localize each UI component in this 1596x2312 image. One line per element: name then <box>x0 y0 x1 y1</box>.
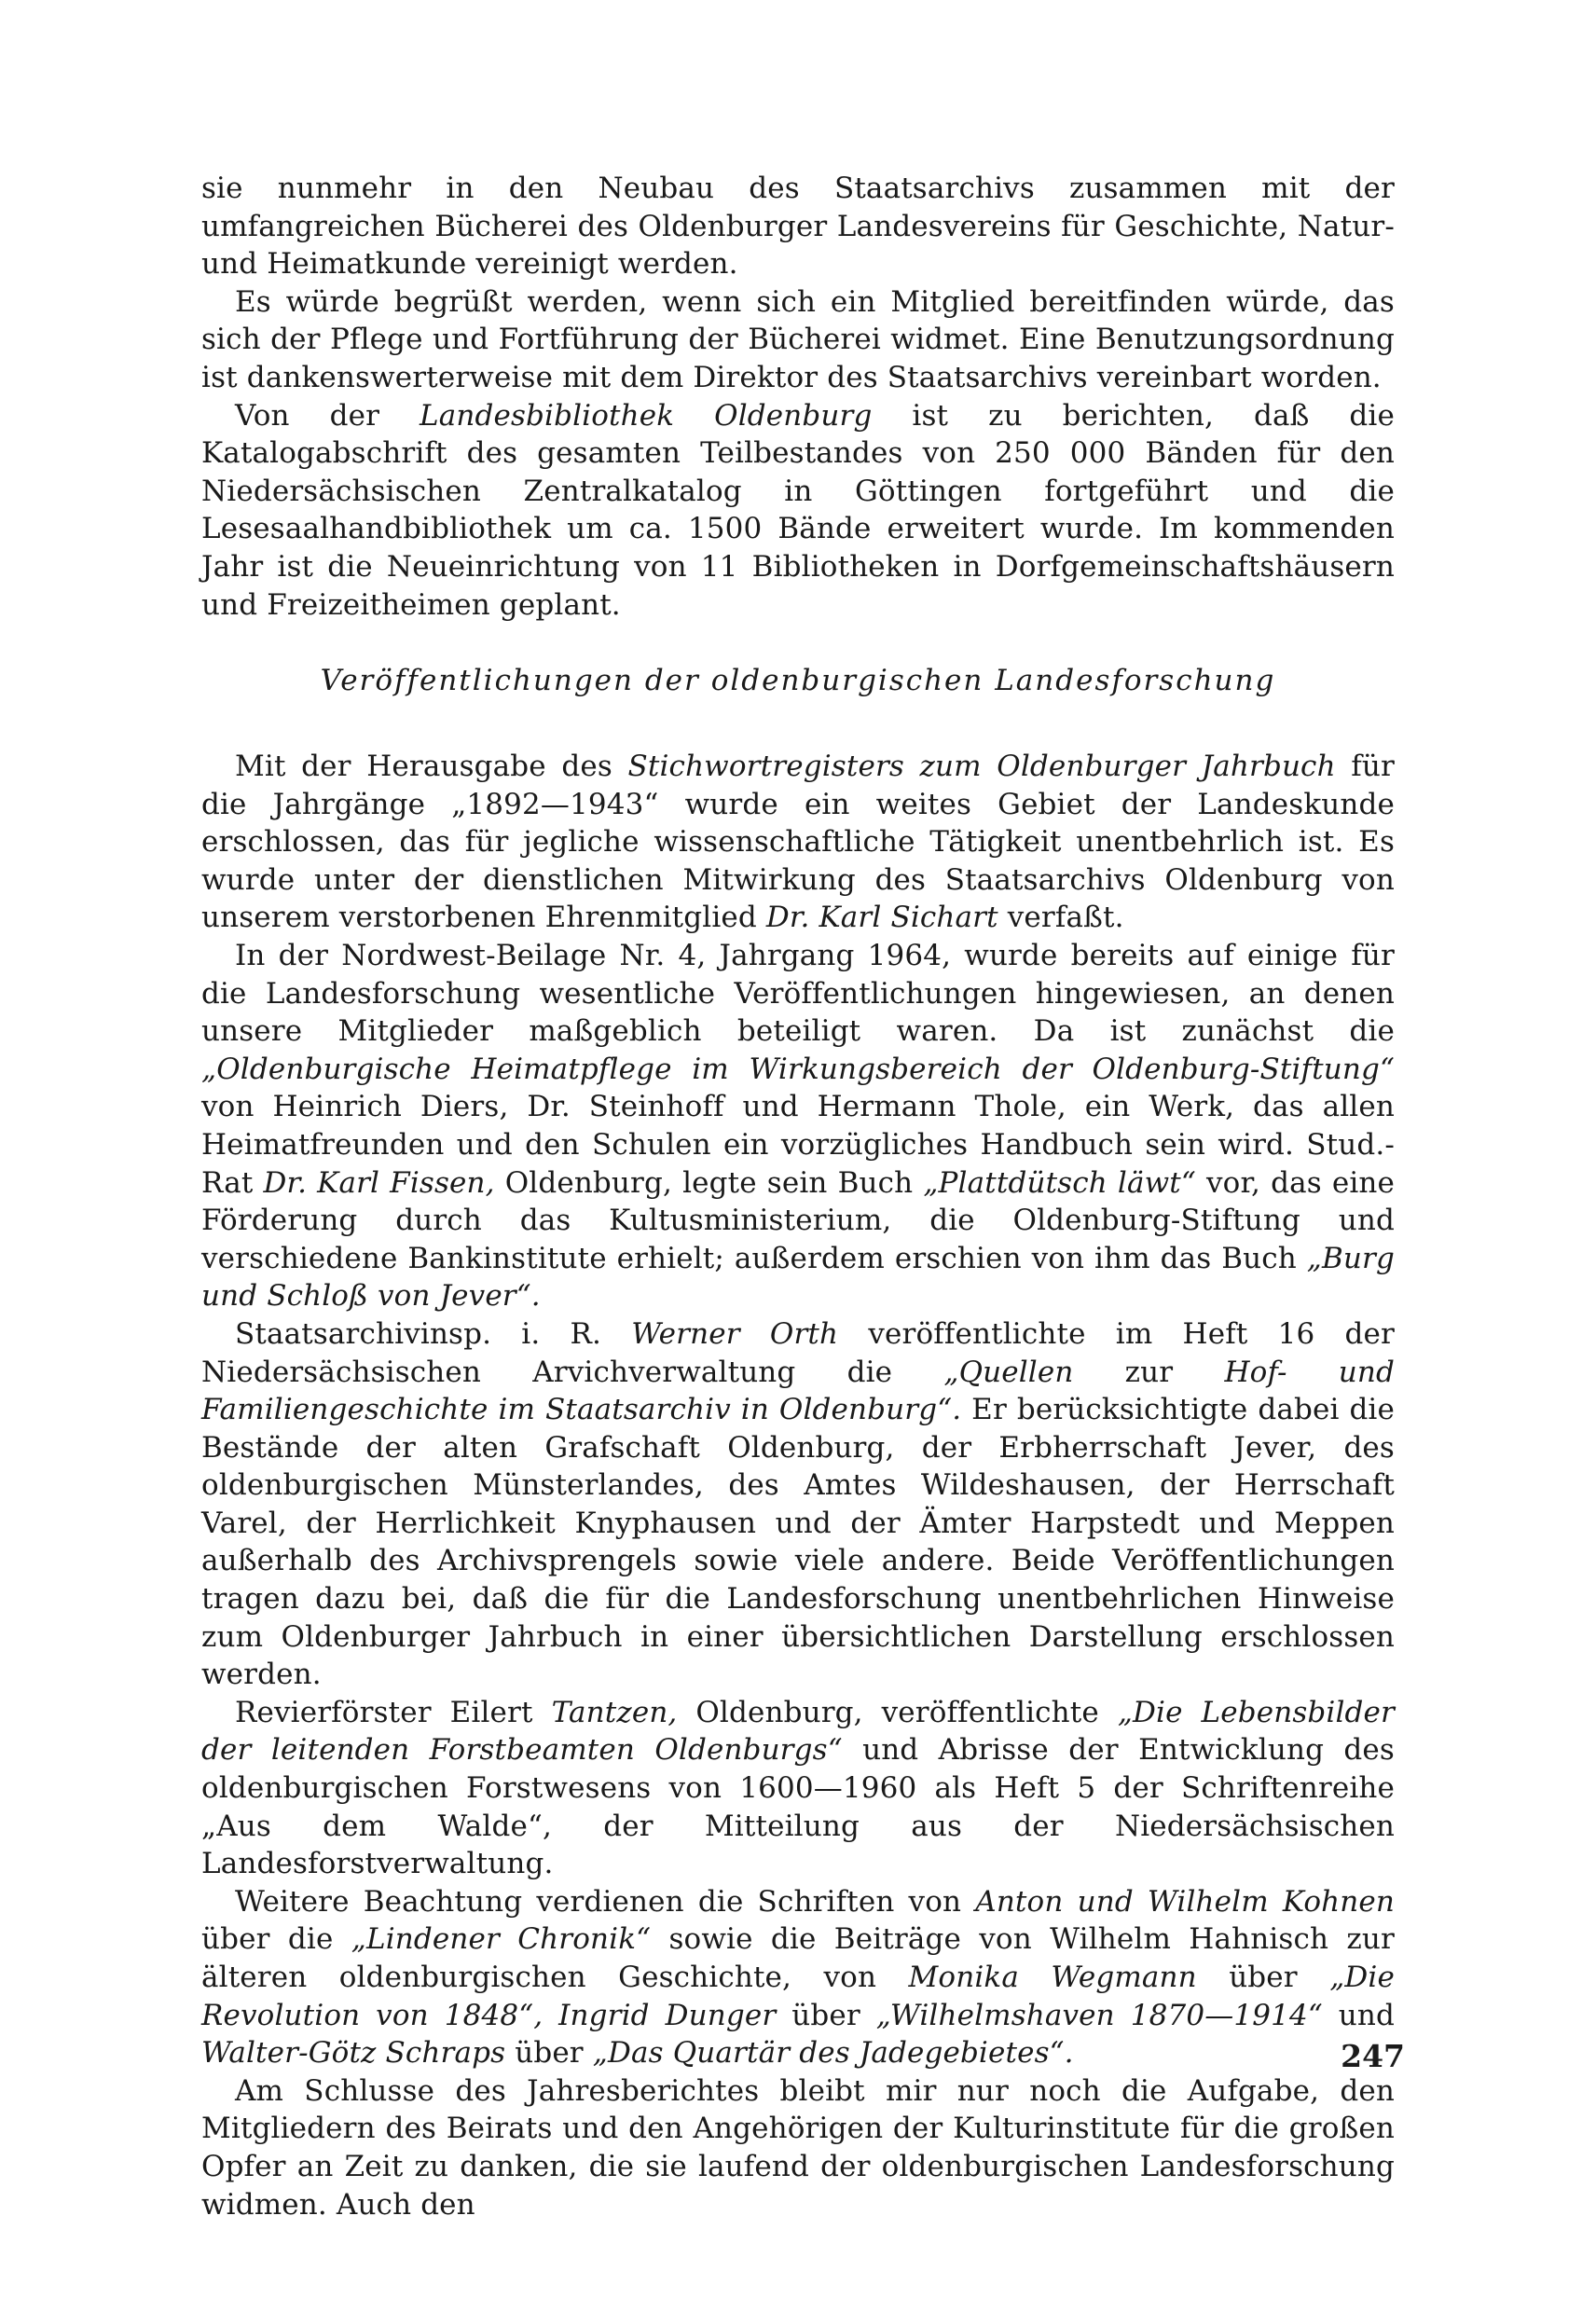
italic-run: „Plattdütsch läwt“ <box>923 1165 1196 1200</box>
page-number: 247 <box>1341 2038 1405 2074</box>
text-run: Oldenburg, legte sein Buch <box>494 1165 924 1200</box>
italic-run: „Quellen <box>943 1355 1074 1389</box>
text-run: Oldenburg, veröffentlichte <box>677 1695 1118 1729</box>
italic-run: Landesbibliothek Oldenburg <box>420 398 873 433</box>
text-run: ist zu berichten, daß die Katalogabschrift des gesamten Teilbestandes von 250 000 Bänden für den Niedersächsischen Zentralkatalog in Göttingen fortgeführt und die Lesesaalhandbibliothek um ca. 1500 Bände erweitert wurde. Im kommenden Jahr ist die Neueinrichtung von 11 Bibliotheken in Dorfgemeinschaftshäusern und Freizeitheimen geplant. <box>201 398 1395 622</box>
italic-run: Anton und Wilhelm Kohnen <box>975 1884 1395 1919</box>
italic-run: „Wilhelmshaven 1870—1914“ <box>875 1998 1323 2032</box>
text-run: Es würde begrüßt werden, wenn sich ein Mitglied bereitfinden würde, das sich der Pflege und Fortführung der Bücherei widmet. Eine Benutzungsordnung ist dankenswerterweise mit dem Direktor des Staatsarchivs vereinbart worden. <box>201 284 1395 394</box>
text-run: für die Jahrgänge „1892—1943“ wurde ein weites Gebiet der Landeskunde erschlossen, das für jegliche wissenschaftliche Tätigkeit unentbehrlich ist. Es wurde unter der dienstlichen Mitwirkung des Staatsarchivs Oldenburg von unserem verstorbenen Ehrenmitglied <box>201 750 1395 935</box>
italic-run: Stichwortregisters zum Oldenburger Jahrbuch <box>627 750 1336 783</box>
text-run: und Abrisse der Entwicklung des oldenburgischen Forstwesens von 1600—1960 als Heft 5 der Schriftenreihe „Aus dem Walde“, der Mitteilung aus der Niedersächsischen Landesforstverwaltung. <box>201 1733 1395 1881</box>
italic-run: Werner Orth <box>631 1316 839 1351</box>
paragraph-further-writings <box>201 1883 1395 2072</box>
italic-run: Tantzen, <box>551 1695 678 1729</box>
italic-run: Walter-Götz Schraps <box>201 2036 506 2071</box>
italic-run: „Burg und Schloß von Jever“. <box>201 1241 1395 1314</box>
italic-run: „Das Quartär des Jadegebietes“. <box>592 2036 1074 2071</box>
section-libraries <box>201 170 1395 624</box>
text-run: über <box>776 1998 876 2032</box>
italic-run: „Die Lebensbilder der leitenden Forstbeamten Oldenburgs“ <box>201 1695 1395 1768</box>
text-run: Er berücksichtigte dabei die Bestände der alten Grafschaft Oldenburg, der Erbherrschaft Jever, des oldenburgischen Münsterlandes, des Amtes Wildeshausen, der Herrschaft Varel, der Herrlichkeit Knyphausen und der Ämter Harpstedt und Meppen außerhalb des Archivsprengels sowie viele andere. Beide Veröffentlichungen tragen dazu bei, daß die für die Landesforschung unentbehrlichen Hinweise zum Oldenburger Jahrbuch in einer übersichtlichen Darstellung erschlossen werden. <box>201 1393 1395 1692</box>
text-run: sie nunmehr in den Neubau des Staatsarchivs zusammen mit der umfangreichen Bücherei des Oldenburger Landesvereins für Geschichte, Natur- und Heimatkunde vereinigt werden. <box>201 172 1395 282</box>
text-run: In der Nordwest-Beilage Nr. 4, Jahrgang 1964, wurde bereits auf einige für die Landesforschung wesentliche Veröffentlichungen hingewiesen, an denen unsere Mitglieder maßgeblich beteiligt waren. Da ist zunächst die <box>201 938 1395 1049</box>
italic-run: „Die Revolution von 1848“, Ingrid Dunger <box>201 1961 1395 2032</box>
text-run: Weitere Beachtung verdienen die Schriften von <box>235 1884 976 1919</box>
italic-run: „Oldenburgische Heimatpflege im Wirkungsbereich der Oldenburg-Stiftung“ <box>201 1052 1395 1086</box>
text-run: Von der <box>235 398 420 433</box>
italic-run: Hof- und Familiengeschichte im Staatsarchiv in Oldenburg“. <box>201 1355 1396 1427</box>
section-publications <box>201 748 1395 2223</box>
italic-run: Dr. Karl Sichart <box>765 901 998 935</box>
text-run: Mit der Herausgabe des <box>235 750 628 783</box>
text-run: von Heinrich Diers, Dr. Steinhoff und Hermann Thole, ein Werk, das allen Heimatfreunden und den Schulen ein vorzügliches Handbuch sein wird. Stud.-Rat <box>201 1090 1395 1200</box>
text-run: über <box>1196 1961 1330 1994</box>
italic-run: „Lindener Chronik“ <box>351 1922 652 1957</box>
text-run: veröffentlichte im Heft 16 der Niedersächsischen Arvichverwaltung die <box>201 1316 1395 1389</box>
paragraph-library-care <box>201 283 1395 397</box>
paragraph-library-merge <box>201 170 1395 283</box>
text-run: vor, das eine Förderung durch das Kultusministerium, die Oldenburg-Stiftung und verschiedene Bankinstitute erhielt; außerdem erschien von ihm das Buch <box>201 1165 1396 1275</box>
text-run: Revierförster Eilert <box>235 1695 552 1729</box>
text-run: über <box>505 2036 593 2071</box>
text-run: verfaßt. <box>998 901 1124 935</box>
paragraph-landesbibliothek <box>201 397 1395 625</box>
italic-run: Dr. Karl Fissen, <box>263 1165 495 1200</box>
paragraph-closing <box>201 2072 1395 2223</box>
text-run: sowie die Beiträge von Wilhelm Hahnisch zur älteren oldenburgischen Geschichte, von <box>201 1922 1395 1994</box>
text-run: zur <box>1073 1355 1225 1389</box>
section-heading: Veröffentlichungen der oldenburgischen Landesforschung <box>320 664 1276 697</box>
paragraph-nordwest-beilage <box>201 937 1395 1315</box>
text-run: und <box>1322 1998 1396 2032</box>
paragraph-tantzen <box>201 1694 1395 1883</box>
paragraph-werner-orth <box>201 1315 1395 1694</box>
text-run: Staatsarchivinsp. i. R. <box>235 1316 632 1351</box>
italic-run: Monika Wegmann <box>908 1961 1197 1994</box>
text-run: über die <box>201 1922 351 1957</box>
paragraph-stichwortregister <box>201 748 1395 937</box>
text-run: Am Schlusse des Jahresberichtes bleibt mir nur noch die Aufgabe, den Mitgliedern des Beirats und den Angehörigen der Kulturinstitute für die großen Opfer an Zeit zu danken, die sie laufend der oldenburgischen Landesforschung widmen. Auch den <box>201 2073 1395 2222</box>
